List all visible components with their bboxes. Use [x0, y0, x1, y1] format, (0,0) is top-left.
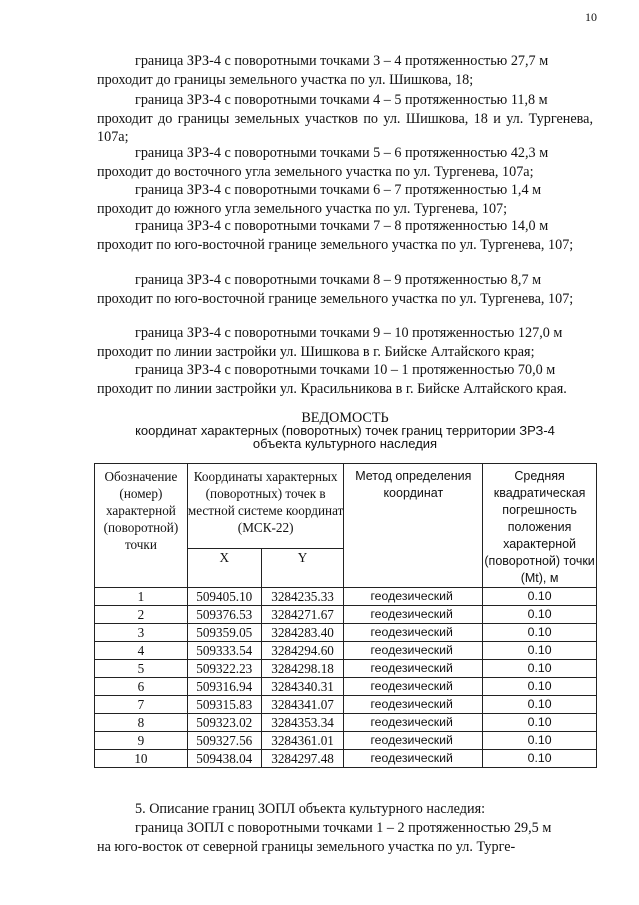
paragraph-line: граница ЗРЗ-4 с поворотными точками 6 – 7 протяженностью 1,4 м	[135, 182, 542, 198]
paragraph	[97, 144, 593, 181]
table-row	[95, 678, 597, 696]
paragraph	[97, 91, 593, 147]
cell-method: геодезический	[344, 714, 483, 732]
cell-x: 509333.54	[187, 642, 261, 660]
cell-number: 9	[95, 732, 188, 750]
cell-accuracy: 0.10	[483, 606, 597, 624]
paragraph-line: проходит по линии застройки ул. Шишкова в г. Бийске Алтайского края;	[97, 343, 535, 360]
cell-number: 8	[95, 714, 188, 732]
table-row	[95, 714, 597, 732]
table-row	[95, 732, 597, 750]
cell-method: геодезический	[344, 660, 483, 678]
header-designation: Обозначение (номер) характерной (поворотной) точки	[95, 464, 188, 588]
cell-y: 3284298.18	[261, 660, 344, 678]
header-y: Y	[261, 549, 344, 588]
cell-x: 509405.10	[187, 588, 261, 606]
cell-number: 4	[95, 642, 188, 660]
cell-number: 3	[95, 624, 188, 642]
paragraph-line: граница ЗРЗ-4 с поворотными точками 10 – 1 протяженностью 70,0 м	[135, 362, 556, 378]
cell-x: 509323.02	[187, 714, 261, 732]
cell-x: 509315.83	[187, 696, 261, 714]
cell-method: геодезический	[344, 588, 483, 606]
cell-accuracy: 0.10	[483, 714, 597, 732]
cell-method: геодезический	[344, 606, 483, 624]
cell-accuracy: 0.10	[483, 624, 597, 642]
cell-accuracy: 0.10	[483, 588, 597, 606]
paragraph-line: граница ЗРЗ-4 с поворотными точками 7 – 8 протяженностью 14,0 м	[135, 218, 549, 234]
table-row	[95, 624, 597, 642]
paragraph	[97, 361, 593, 398]
cell-x: 509438.04	[187, 750, 261, 768]
cell-y: 3284294.60	[261, 642, 344, 660]
header-method: Метод определения координат	[344, 464, 483, 588]
cell-y: 3284340.31	[261, 678, 344, 696]
paragraph	[97, 217, 593, 254]
statement-title: ВЕДОМОСТЬ	[301, 410, 389, 426]
table-row	[95, 642, 597, 660]
paragraph-line: граница ЗРЗ-4 с поворотными точками 4 – 5 протяженностью 11,8 м	[135, 92, 548, 108]
paragraph	[97, 819, 593, 856]
cell-x: 509322.23	[187, 660, 261, 678]
cell-accuracy: 0.10	[483, 696, 597, 714]
cell-x: 509316.94	[187, 678, 261, 696]
paragraph-line: проходит по юго-восточной границе земельного участка по ул. Тургенева, 107;	[97, 290, 574, 307]
cell-number: 2	[95, 606, 188, 624]
header-coordinates: Координаты характерных (поворотных) точек в местной системе координат (МСК-22)	[187, 464, 344, 549]
cell-method: геодезический	[344, 696, 483, 714]
paragraph	[97, 181, 593, 218]
cell-x: 509327.56	[187, 732, 261, 750]
cell-number: 1	[95, 588, 188, 606]
paragraph-line: проходит до границы земельного участка по ул. Шишкова, 18;	[97, 71, 474, 88]
cell-method: геодезический	[344, 624, 483, 642]
paragraph	[97, 271, 593, 308]
cell-method: геодезический	[344, 750, 483, 768]
paragraph	[97, 52, 593, 89]
paragraph-line: проходит до южного угла земельного участка по ул. Тургенева, 107;	[97, 200, 508, 217]
paragraph-line: на юго-восток от северной границы земельного участка по ул. Турге-	[97, 838, 516, 855]
cell-y: 3284235.33	[261, 588, 344, 606]
cell-number: 5	[95, 660, 188, 678]
header-x: X	[187, 549, 261, 588]
paragraph	[97, 324, 593, 361]
cell-x: 509376.53	[187, 606, 261, 624]
paragraph-line: граница ЗРЗ-4 с поворотными точками 9 – 10 протяженностью 127,0 м	[135, 325, 563, 341]
coordinates-table	[94, 463, 597, 768]
table-row	[95, 750, 597, 768]
cell-method: геодезический	[344, 732, 483, 750]
cell-method: геодезический	[344, 642, 483, 660]
paragraph-line: граница ЗРЗ-4 с поворотными точками 8 – 9 протяженностью 8,7 м	[135, 272, 542, 288]
page-number: 10	[585, 10, 597, 24]
cell-accuracy: 0.10	[483, 732, 597, 750]
cell-accuracy: 0.10	[483, 750, 597, 768]
header-accuracy: Средняя квадратическая погрешность положения характерной (поворотной) точки (Mt), м	[483, 464, 597, 588]
table-row	[95, 696, 597, 714]
table-row	[95, 588, 597, 606]
cell-number: 10	[95, 750, 188, 768]
paragraph-line: проходит по линии застройки ул. Красильникова в г. Бийске Алтайского края.	[97, 380, 567, 397]
cell-accuracy: 0.10	[483, 660, 597, 678]
cell-x: 509359.05	[187, 624, 261, 642]
cell-y: 3284271.67	[261, 606, 344, 624]
table-row	[95, 606, 597, 624]
table-row	[95, 660, 597, 678]
cell-y: 3284283.40	[261, 624, 344, 642]
statement-subtitle: объекта культурного наследия	[252, 436, 438, 451]
paragraph-line: граница ЗОПЛ с поворотными точками 1 – 2 протяженностью 29,5 м	[135, 820, 552, 836]
cell-number: 6	[95, 678, 188, 696]
paragraph-line: проходит по юго-восточной границе земельного участка по ул. Тургенева, 107;	[97, 236, 574, 253]
paragraph-line: проходит до границы земельных участков по ул. Шишкова, 18 и ул. Тургенева, 107а;	[97, 110, 593, 146]
cell-y: 3284361.01	[261, 732, 344, 750]
table-header-row	[95, 464, 597, 549]
paragraph-line: граница ЗРЗ-4 с поворотными точками 3 – 4 протяженностью 27,7 м	[135, 53, 549, 69]
paragraph-line: проходит до восточного угла земельного участка по ул. Тургенева, 107а;	[97, 163, 534, 180]
cell-accuracy: 0.10	[483, 642, 597, 660]
statement-subtitle: координат характерных (поворотных) точек границ территории ЗРЗ-4	[135, 423, 555, 438]
cell-number: 7	[95, 696, 188, 714]
cell-method: геодезический	[344, 678, 483, 696]
cell-y: 3284353.34	[261, 714, 344, 732]
section-heading: 5. Описание границ ЗОПЛ объекта культурного наследия:	[135, 801, 486, 817]
paragraph-line: граница ЗРЗ-4 с поворотными точками 5 – 6 протяженностью 42,3 м	[135, 145, 549, 161]
cell-y: 3284341.07	[261, 696, 344, 714]
cell-accuracy: 0.10	[483, 678, 597, 696]
cell-y: 3284297.48	[261, 750, 344, 768]
